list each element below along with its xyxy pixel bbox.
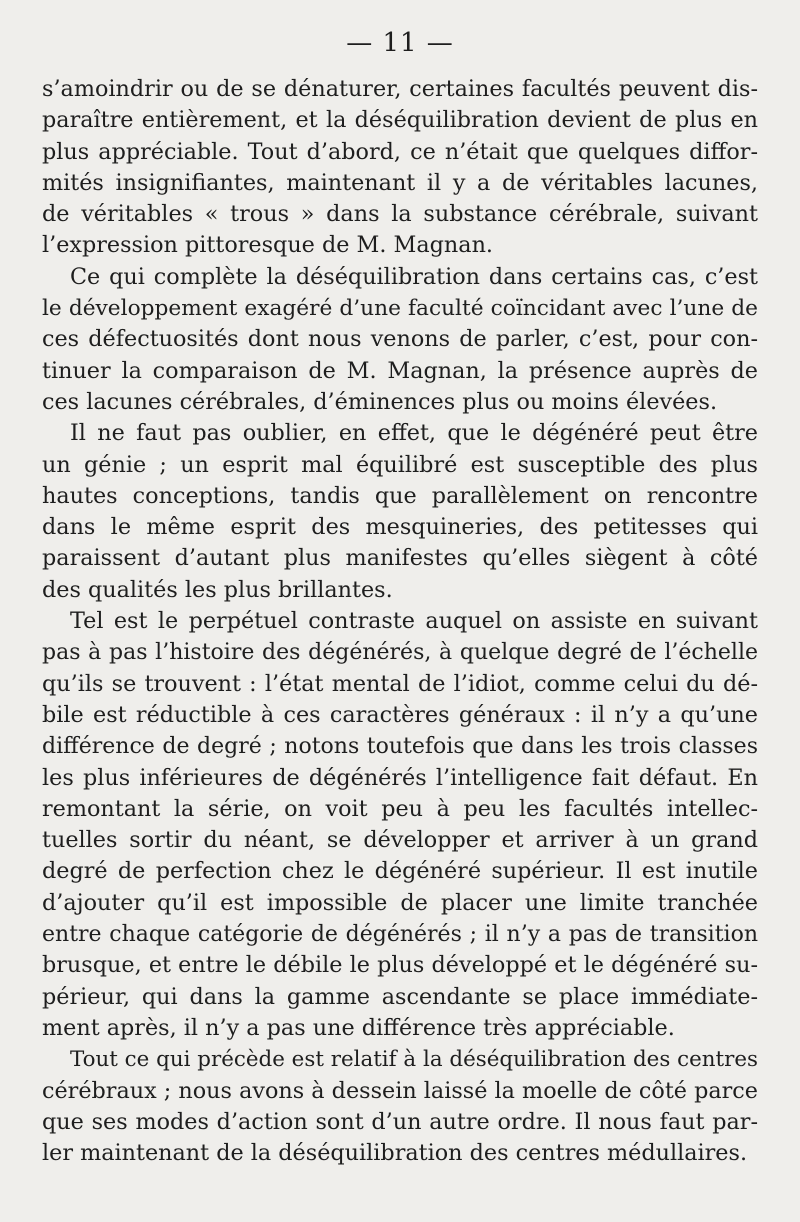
text-line: remontant la série, on voit peu à peu les facultés intellec- (42, 795, 758, 822)
text-line: dans le même esprit des mesquineries, des petitesses qui (42, 514, 758, 541)
text-line: l’expression pittoresque de M. Magnan. (42, 232, 494, 259)
text-line: différence de degré ; notons toutefois que dans les trois classes (42, 734, 758, 760)
text-line: mités insignifiantes, maintenant il y a de véritables lacunes, (42, 169, 758, 196)
text-line: plus appréciable. Tout d’abord, ce n’était que quelques diffor- (42, 138, 758, 165)
text-line: périeur, qui dans la gamme ascendante se place immédiate- (42, 983, 758, 1010)
text-line: tinuer la comparaison de M. Magnan, la présence auprès de (42, 357, 758, 384)
body-text (42, 74, 758, 1169)
text-line: entre chaque catégorie de dégénérés ; il n’y a pas de transition (42, 922, 758, 948)
text-line: pas à pas l’histoire des dégénérés, à quelque degré de l’échelle (42, 640, 758, 666)
text-line: ces lacunes cérébrales, d’éminences plus ou moins élevées. (42, 388, 718, 415)
text-line: hautes conceptions, tandis que parallèlement on rencontre (42, 482, 758, 509)
text-line: degré de perfection chez le dégénéré supérieur. Il est inutile (42, 858, 758, 885)
text-line: Tel est le perpétuel contraste auquel on assiste en suivant (70, 608, 758, 635)
text-line: Ce qui complète la déséquilibration dans certains cas, c’est (70, 263, 758, 290)
text-line: ces défectuosités dont nous venons de parler, c’est, pour con- (42, 326, 758, 353)
text-line: tuelles sortir du néant, se développer et arriver à un grand (42, 827, 758, 854)
text-line: brusque, et entre le débile le plus développé et le dégénéré su- (42, 952, 758, 979)
text-line: le développement exagéré d’une faculté coïncidant avec l’une de (42, 296, 758, 322)
text-line: que ses modes d’action sont d’un autre ordre. Il nous faut par- (42, 1108, 758, 1135)
page-number: — 11 — (346, 28, 454, 58)
text-line: Tout ce qui précède est relatif à la déséquilibration des centres (70, 1047, 758, 1073)
text-line: de véritables « trous » dans la substance cérébrale, suivant (42, 201, 758, 228)
text-line: d’ajouter qu’il est impossible de placer une limite tranchée (42, 889, 758, 916)
text-line: bile est réductible à ces caractères généraux : il n’y a qu’une (42, 701, 758, 728)
text-line: paraissent d’autant plus manifestes qu’elles siègent à côté (42, 545, 758, 572)
text-line: un génie ; un esprit mal équilibré est susceptible des plus (42, 451, 758, 478)
text-line: qu’ils se trouvent : l’état mental de l’idiot, comme celui du dé- (42, 670, 758, 697)
text-line: cérébraux ; nous avons à dessein laissé la moelle de côté parce (42, 1077, 758, 1104)
text-line: les plus inférieures de dégénérés l’intelligence fait défaut. En (42, 764, 758, 791)
text-line: Il ne faut pas oublier, en effet, que le dégénéré peut être (70, 420, 758, 447)
text-line: des qualités les plus brillantes. (42, 576, 393, 603)
text-line: s’amoindrir ou de se dénaturer, certaines facultés peuvent dis- (42, 76, 758, 102)
text-line: ment après, il n’y a pas une différence très appréciable. (42, 1014, 675, 1041)
text-line: ler maintenant de la déséquilibration des centres médullaires. (42, 1140, 748, 1167)
text-line: paraître entièrement, et la déséquilibration devient de plus en (42, 107, 758, 134)
